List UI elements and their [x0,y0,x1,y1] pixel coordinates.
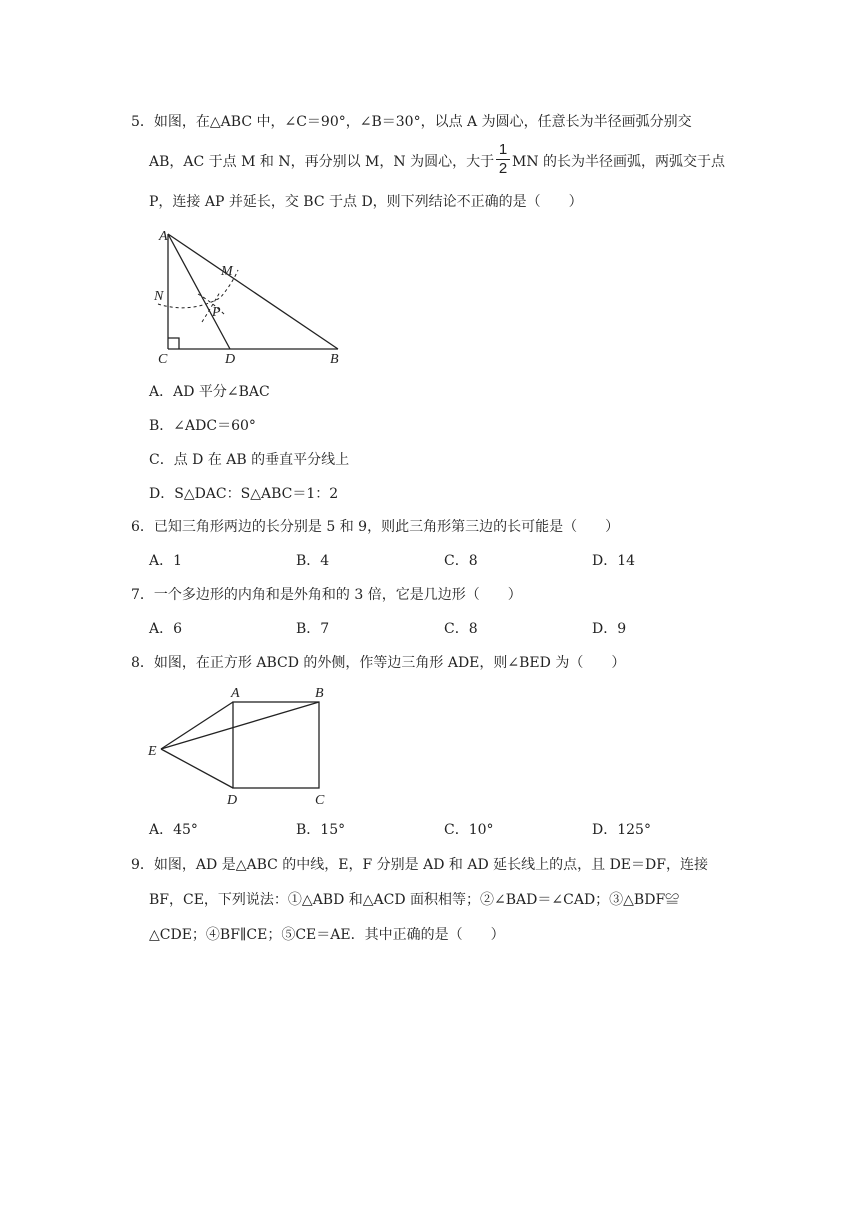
q9-stem-line-3: △CDE；④BF∥CE；⑤CE＝AE．其中正确的是（ ） [149,927,505,943]
q5-label-p: P [212,305,221,320]
q8-stem: 8．如图，在正方形 ABCD 的外侧，作等边三角形 ADE，则∠BED 为（ ） [131,655,626,671]
q5-figure [150,222,370,372]
q5-option-c: C．点 D 在 AB 的垂直平分线上 [149,452,350,468]
q5-stem-line-3: P，连接 AP 并延长，交 BC 于点 D，则下列结论不正确的是（ ） [149,194,583,210]
q5-label-a: A [159,229,168,244]
q5-label-n: N [154,289,164,304]
q9-stem-line-2: BF，CE，下列说法：①△ABD 和△ACD 面积相等；②∠BAD＝∠CAD；③△BDF≌ [149,892,680,908]
q8-label-e: E [148,744,157,759]
q8-segment-ea [161,702,233,749]
q5-segment-ab [168,234,338,349]
q9-stem-line-1: 9．如图，AD 是△ABC 的中线，E，F 分别是 AD 和 AD 延长线上的点，且 DE＝DF，连接 [131,857,708,873]
q8-segment-ed [161,749,233,788]
q5-fraction-numerator: 1 [498,141,508,158]
q6-option-a: A．1 [149,553,183,569]
q8-label-b: B [315,686,324,701]
q7-option-c: C．8 [444,621,478,637]
q8-segment-eb [161,702,319,749]
q6-stem: 6．已知三角形两边的长分别是 5 和 9，则此三角形第三边的长可能是（ ） [131,519,620,535]
q5-label-d: D [225,352,236,367]
q7-stem: 7．一个多边形的内角和是外角和的 3 倍，它是几边形（ ） [131,587,522,603]
q8-label-d: D [227,793,238,808]
q7-option-b: B．7 [296,621,330,637]
q8-label-c: C [315,793,325,808]
q5-label-b: B [330,352,339,367]
q8-option-c: C．10° [444,822,494,838]
q5-option-a: A．AD 平分∠BAC [149,384,270,400]
q7-option-a: A．6 [149,621,183,637]
q5-option-d: D．S△DAC：S△ABC＝1：2 [149,486,339,502]
q5-fraction [496,142,510,177]
q5-label-m: M [221,264,233,279]
q8-option-d: D．125° [592,822,651,838]
q5-fraction-denominator: 2 [498,160,508,177]
q8-option-a: A．45° [149,822,198,838]
q5-stem-line-2-post: MN 的长为半径画弧，两弧交于点 [512,154,726,170]
q6-option-b: B．4 [296,553,330,569]
q8-figure [145,682,345,812]
q7-option-d: D．9 [592,621,627,637]
q5-option-b: B．∠ADC＝60° [149,418,256,434]
q8-option-b: B．15° [296,822,346,838]
q6-option-d: D．14 [592,553,636,569]
q5-stem-line-2-pre: AB，AC 于点 M 和 N，再分别以 M，N 为圆心，大于 [149,154,495,170]
q6-option-c: C．8 [444,553,478,569]
q5-label-c: C [158,352,168,367]
q5-stem-line-1: 5．如图，在△ABC 中，∠C＝90°，∠B＝30°，以点 A 为圆心，任意长为半径画弧分别交 [131,114,692,130]
q5-segment-ad [168,234,230,349]
q8-label-a: A [231,686,240,701]
q5-right-angle-mark [168,338,179,349]
